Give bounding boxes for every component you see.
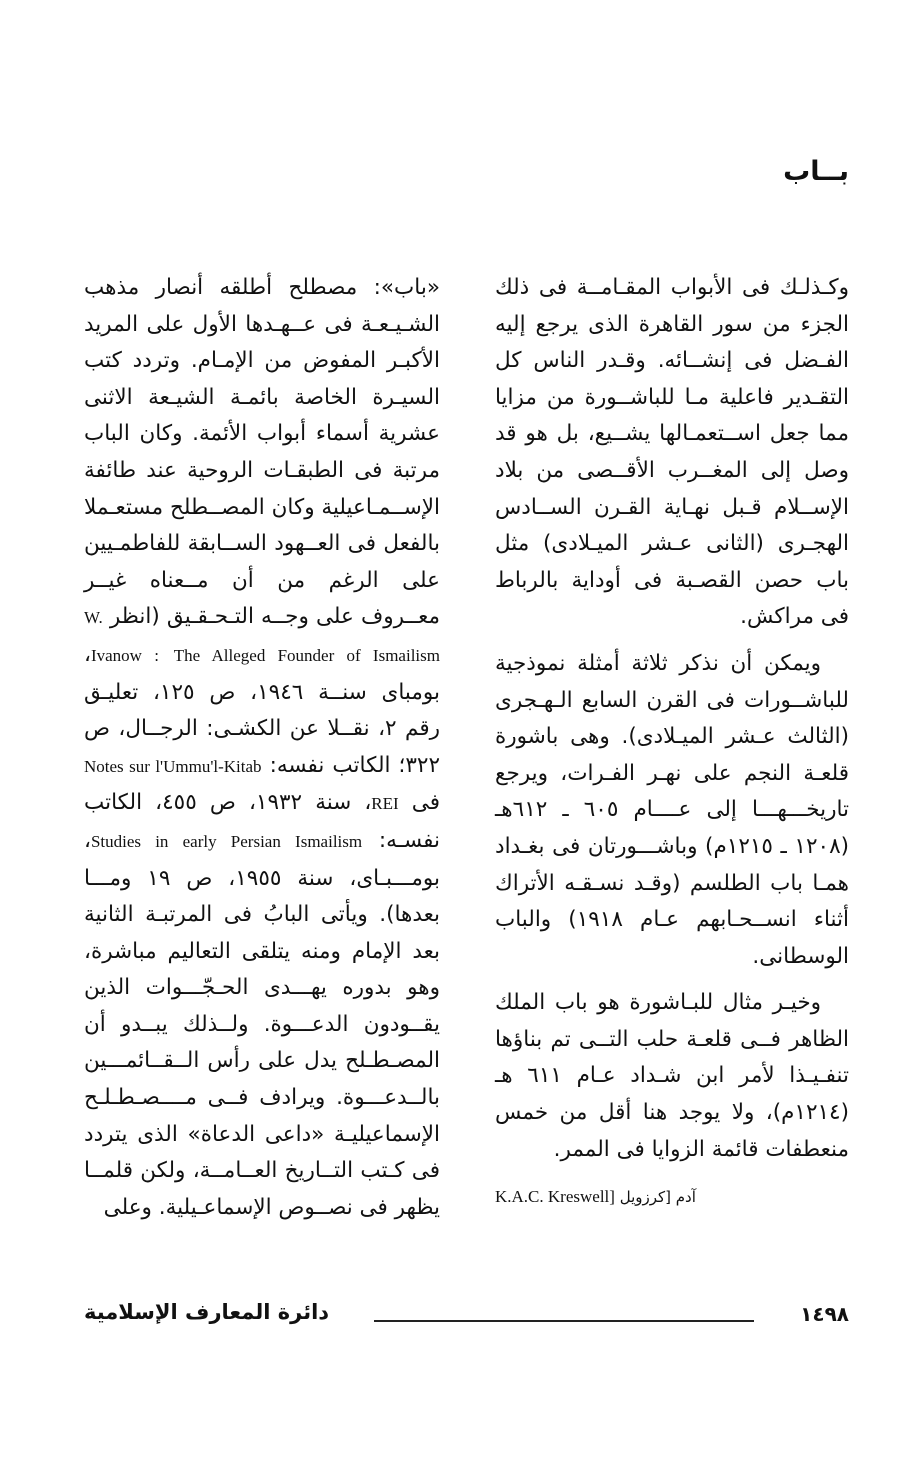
paragraph: وخيـر مثال للبـاشورة هو باب الملك الظاهر فــى قلعـة حلب التــى تم بناؤها تنفـيـذا لأمر ابن شـداد عـام ٦١١ هـ (١٢١٤م)، ولا يوجد هنا أقل من خمس منعطفات قائمة الزوايا فى الممر. (495, 990, 849, 1162)
reference-latin: The Alleged Founder of Ismailism (173, 645, 440, 665)
text-run: «باب»: مصطلح أطلقه أنصار مذهب الشـيـعـة فى عــهـدها الأول على المريد الأكبـر المفوض من الإمـام. وتردد كتب السيـرة الخاصة بائمـة الشيـعة الاثنى عشرية أسماء أبواب الأئمة. وكان الباب مرتبة فى الطبقـات الروحية عند طائفة الإســمـاعيلية وكان المصــطلح مستعـملا بالفعل فى العــهود الســابقة للفاطمـيين على الرغم من أن مــعناه غيــر معــروف على وجــه التـحـقـيق (انظر (84, 275, 440, 630)
reference-latin: Notes sur l'Ummu'l-Kitab (84, 756, 262, 776)
right-column (495, 270, 849, 1208)
text-run: فى (411, 790, 440, 816)
paragraph: وكـذلـك فى الأبواب المقـامــة فى ذلك الجزء من سور القاهرة الذى يرجع إليه الفـضل فى إنشــائه. وقـدر الناس كل التقـدير فاعلية مـا للباشــورة من مزايا مما جعل اســتعمـالها يشــيع، بل هو قد وصل إلى المغــرب الأقــصى من بلاد الإســلام قـبل نهـاية القـرن الســادس الهجـرى (الثانى عـشر الميـلادى) مثل باب حصن القصـبة فى أوداية بالرباط فى مراكش. (495, 275, 849, 630)
footer-rule (374, 1320, 754, 1322)
text-run: ، سنة ١٩٣٢، ص ٤٥٥، الكاتب نفسـه: (84, 790, 440, 853)
paragraph: ويمكن أن نذكر ثلاثة أمثلة نموذجية للباشــورات فى القرن السابع الـهـجرى (الثالث عـشر الميـلادى). وهى باشورة قلعـة النجم على نهـر الفـرات، ويرجع تاريخـــهـــا إلى عــــام ٦٠٥ ـ ٦١٢هـ (١٢٠٨ ـ ١٢١٥م) وباشـــورتان فى بغـداد همـا باب الطلسم (وقـد نسـقـه الأتراك أثناء انســحـابهم عـام ١٩١٨) والباب الوسطانى. (495, 650, 850, 969)
left-column (84, 270, 440, 1226)
reference-latin: W. Ivanow : (84, 608, 159, 665)
signature-latin: K.A.C. Kreswell] (495, 1187, 615, 1207)
running-header: بــاب (783, 156, 849, 187)
text-run: ، بومباى سنــة ١٩٤٦، ص ١٢٥، تعليـق رقم ٢، نقــلا عن الكشـى: الرجــال، ص ٣٢٢؛ الكاتب نفسه: (84, 641, 440, 778)
signature-arabic: آدم [كرزويل (619, 1188, 696, 1207)
page-footer (84, 1298, 849, 1338)
paragraph (84, 270, 440, 1226)
reference-latin: Studies in early Persian Ismailism (90, 831, 363, 851)
text-run: ، بومـــبـاى، سنة ١٩٥٥، ص ١٩ ومـــا بعدها). ويأتى البابُ فى المرتبـة الثانية بعد الإمام ومنه يتلقى التعاليم مباشرة، وهو بدوره يهـــدى الحـجّـــوات الذين يقــودون الدعـــوة. ولــذلك يبــدو أن المصـطـلح يدل على رأس الــقــائمـــين بالــدعـــوة. ويرادف فــى مــــصـطـلـح الإسماعيليـة «داعى الدعاة» الذى يتردد فى كـتب التــاريخ العــامــة، ولكن قلمــا يظهر فى نصــوص الإسماعـيلية. وعلى (84, 827, 440, 1220)
author-signature (495, 1186, 849, 1208)
reference-latin: REI (371, 794, 399, 814)
footer-title: دائرة المعارف الإسلامية (84, 1300, 330, 1324)
page-number: ١٤٩٨ (800, 1302, 849, 1326)
